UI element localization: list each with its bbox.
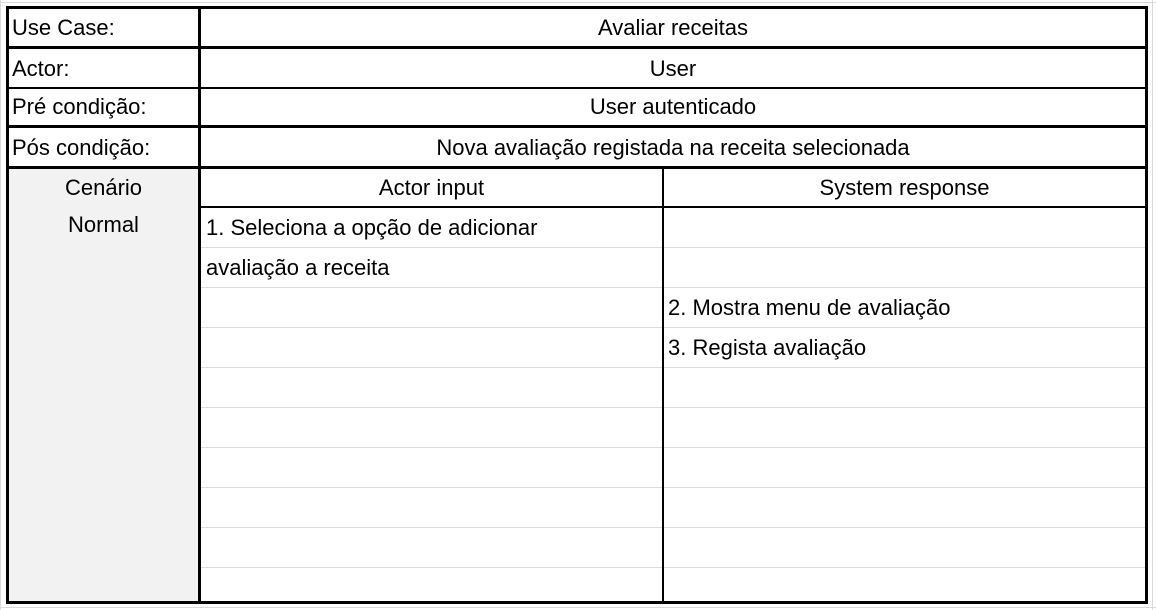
postcondition-label[interactable]: Pós condição: (9, 129, 198, 167)
scenario-label-line1: Cenário (64, 175, 143, 200)
use-case-label[interactable]: Use Case: (9, 9, 198, 47)
sheet-gridline (0, 2, 1156, 3)
sheet-gridline (1152, 0, 1153, 610)
flow-gridline (201, 447, 1145, 448)
label-column-divider (198, 6, 201, 604)
flow-gridline (201, 527, 1145, 528)
flow-header-underline (201, 206, 1145, 208)
row-divider (6, 46, 1148, 49)
flow-gridline (201, 487, 1145, 488)
flow-gridline (201, 407, 1145, 408)
system-step-2[interactable]: 2. Mostra menu de avaliação (668, 295, 951, 320)
actor-step-1-line1[interactable]: 1. Seleciona a opção de adicionar (206, 215, 538, 240)
system-step-3[interactable]: 3. Regista avaliação (668, 335, 867, 360)
use-case-value[interactable]: Avaliar receitas (201, 9, 1145, 47)
sheet-gridline (0, 0, 1, 610)
row-divider (6, 87, 1148, 89)
flow-column-divider (662, 167, 664, 604)
actor-value[interactable]: User (201, 50, 1145, 88)
postcondition-value[interactable]: Nova avaliação registada na receita selecionada (201, 129, 1145, 167)
actor-label[interactable]: Actor: (9, 50, 198, 88)
flow-gridline (201, 567, 1145, 568)
precondition-label[interactable]: Pré condição: (9, 88, 198, 126)
row-divider (6, 166, 1148, 169)
row-divider (6, 125, 1148, 128)
actor-step-1-line2[interactable]: avaliação a receita (206, 255, 390, 280)
sheet-gridline (0, 607, 1156, 608)
scenario-label-line2: Normal (68, 212, 139, 237)
system-response-header[interactable]: System response (819, 175, 990, 200)
actor-input-header[interactable]: Actor input (378, 175, 485, 200)
precondition-value[interactable]: User autenticado (201, 88, 1145, 126)
